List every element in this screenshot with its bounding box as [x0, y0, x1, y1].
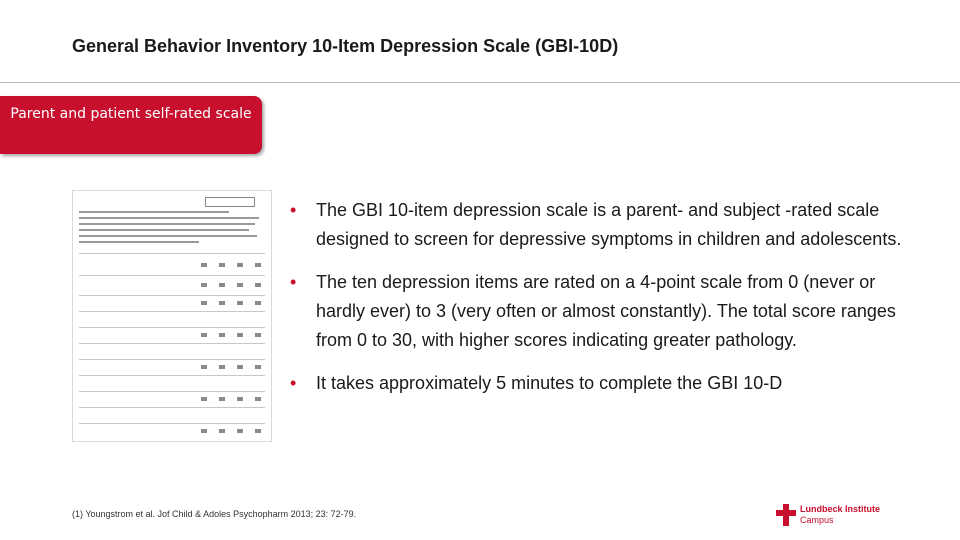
thumbnail-row — [79, 391, 265, 392]
thumbnail-score-cell — [237, 397, 243, 401]
reference-footnote: (1) Youngstrom et al. Jof Child & Adoles Psychopharm 2013; 23: 72-79. — [72, 509, 357, 519]
thumbnail-score-cell — [219, 263, 225, 267]
thumbnail-score-cell — [237, 301, 243, 305]
thumbnail-text-line — [79, 211, 229, 213]
thumbnail-score-cell — [255, 429, 261, 433]
thumbnail-score-cell — [255, 283, 261, 287]
thumbnail-score-cell — [219, 397, 225, 401]
thumbnail-score-cell — [219, 283, 225, 287]
lundbeck-logo — [776, 500, 916, 530]
rating-type-tag: Parent and patient self-rated scale — [0, 96, 262, 154]
bullet-item: • The GBI 10-item depression scale is a parent- and subject -rated scale designed to screen for depressive symptoms in children and adolescents. — [290, 196, 910, 254]
thumbnail-score-cell — [237, 365, 243, 369]
thumbnail-score-cell — [255, 365, 261, 369]
thumbnail-score-cell — [219, 365, 225, 369]
thumbnail-score-cell — [219, 301, 225, 305]
thumbnail-text-line — [79, 241, 199, 243]
thumbnail-score-cell — [255, 263, 261, 267]
lundbeck-cross-icon — [776, 504, 796, 526]
thumbnail-score-cell — [201, 263, 207, 267]
thumbnail-score-cell — [237, 429, 243, 433]
thumbnail-text-line — [79, 235, 257, 237]
thumbnail-score-cell — [219, 429, 225, 433]
thumbnail-score-cell — [255, 397, 261, 401]
thumbnail-score-cell — [255, 301, 261, 305]
thumbnail-score-cell — [255, 333, 261, 337]
bullet-item: • The ten depression items are rated on a 4-point scale from 0 (never or hardly ever) to 3 (very often or almost constantly). The total score ranges from 0 to 30, with higher scores indicating greater pathology. — [290, 268, 910, 355]
logo-subtitle: Campus — [800, 515, 834, 525]
thumbnail-text-line — [79, 229, 249, 231]
thumbnail-score-cell — [237, 263, 243, 267]
thumbnail-row — [79, 311, 265, 312]
thumbnail-score-cell — [237, 283, 243, 287]
thumbnail-row — [79, 327, 265, 328]
thumbnail-row — [79, 275, 265, 276]
thumbnail-score-cell — [201, 397, 207, 401]
bullet-list — [290, 196, 910, 412]
thumbnail-score-cell — [201, 283, 207, 287]
thumbnail-row — [79, 295, 265, 296]
thumbnail-header-box — [205, 197, 255, 207]
thumbnail-row — [79, 253, 265, 254]
thumbnail-score-cell — [201, 301, 207, 305]
thumbnail-text-line — [79, 223, 255, 225]
thumbnail-score-cell — [201, 365, 207, 369]
questionnaire-thumbnail — [72, 190, 272, 442]
thumbnail-score-cell — [201, 333, 207, 337]
thumbnail-row — [79, 375, 265, 376]
thumbnail-score-cell — [219, 333, 225, 337]
thumbnail-row — [79, 343, 265, 344]
thumbnail-score-cell — [237, 333, 243, 337]
thumbnail-row — [79, 423, 265, 424]
thumbnail-row — [79, 359, 265, 360]
bullet-item: • It takes approximately 5 minutes to complete the GBI 10-D — [290, 369, 910, 398]
slide-title: General Behavior Inventory 10-Item Depression Scale (GBI-10D) — [72, 36, 619, 56]
title-divider — [0, 82, 960, 83]
thumbnail-text-line — [79, 217, 259, 219]
thumbnail-row — [79, 407, 265, 408]
thumbnail-score-cell — [201, 429, 207, 433]
logo-name: Lundbeck Institute — [800, 504, 881, 514]
